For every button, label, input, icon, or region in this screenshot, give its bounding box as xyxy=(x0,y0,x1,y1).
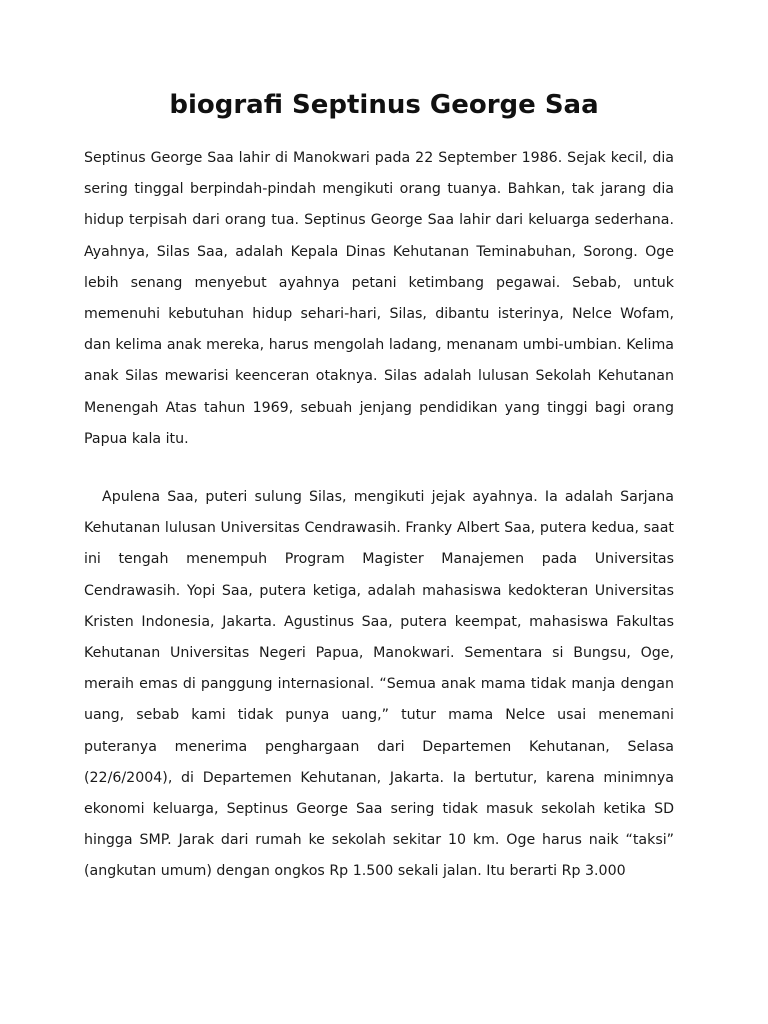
paragraph-2: Apulena Saa, puteri sulung Silas, mengikuti jejak ayahnya. Ia adalah Sarjana Kehutanan lulusan Universitas Cendrawasih. Franky Albert Saa, putera kedua, saat ini tengah menempuh Program Magister Manajemen pada Universitas Cendrawasih. Yopi Saa, putera ketiga, adalah mahasiswa kedokteran Universitas Kristen Indonesia, Jakarta. Agustinus Saa, putera keempat, mahasiswa Fakultas Kehutanan Universitas Negeri Papua, Manokwari. Sementara si Bungsu, Oge, meraih emas di panggung internasional. “Semua anak mama tidak manja dengan uang, sebab kami tidak punya uang,” tutur mama Nelce usai menemani puteranya menerima penghargaan dari Departemen Kehutanan, Selasa (22/6/2004), di Departemen Kehutanan, Jakarta. Ia bertutur, karena minimnya ekonomi keluarga, Septinus George Saa sering tidak masuk sekolah ketika SD hingga SMP. Jarak dari rumah ke sekolah sekitar 10 km. Oge harus naik “taksi” (angkutan umum) dengan ongkos Rp 1.500 sekali jalan. Itu berarti Rp 3.000 xyxy=(84,489,674,880)
document-title: biografi Septinus George Saa xyxy=(169,90,599,120)
paragraph-1: Septinus George Saa lahir di Manokwari pada 22 September 1986. Sejak kecil, dia sering tinggal berpindah-pindah mengikuti orang tuanya. Bahkan, tak jarang dia hidup terpisah dari orang tua. Septinus George Saa lahir dari keluarga sederhana. Ayahnya, Silas Saa, adalah Kepala Dinas Kehutanan Teminabuhan, Sorong. Oge lebih senang menyebut ayahnya petani ketimbang pegawai. Sebab, untuk memenuhi kebutuhan hidup sehari-hari, Silas, dibantu isterinya, Nelce Wofam, dan kelima anak mereka, harus mengolah ladang, menanam umbi-umbian. Kelima anak Silas mewarisi keenceran otaknya. Silas adalah lulusan Sekolah Kehutanan Menengah Atas tahun 1969, sebuah jenjang pendidikan yang tinggi bagi orang Papua kala itu. xyxy=(84,150,674,447)
